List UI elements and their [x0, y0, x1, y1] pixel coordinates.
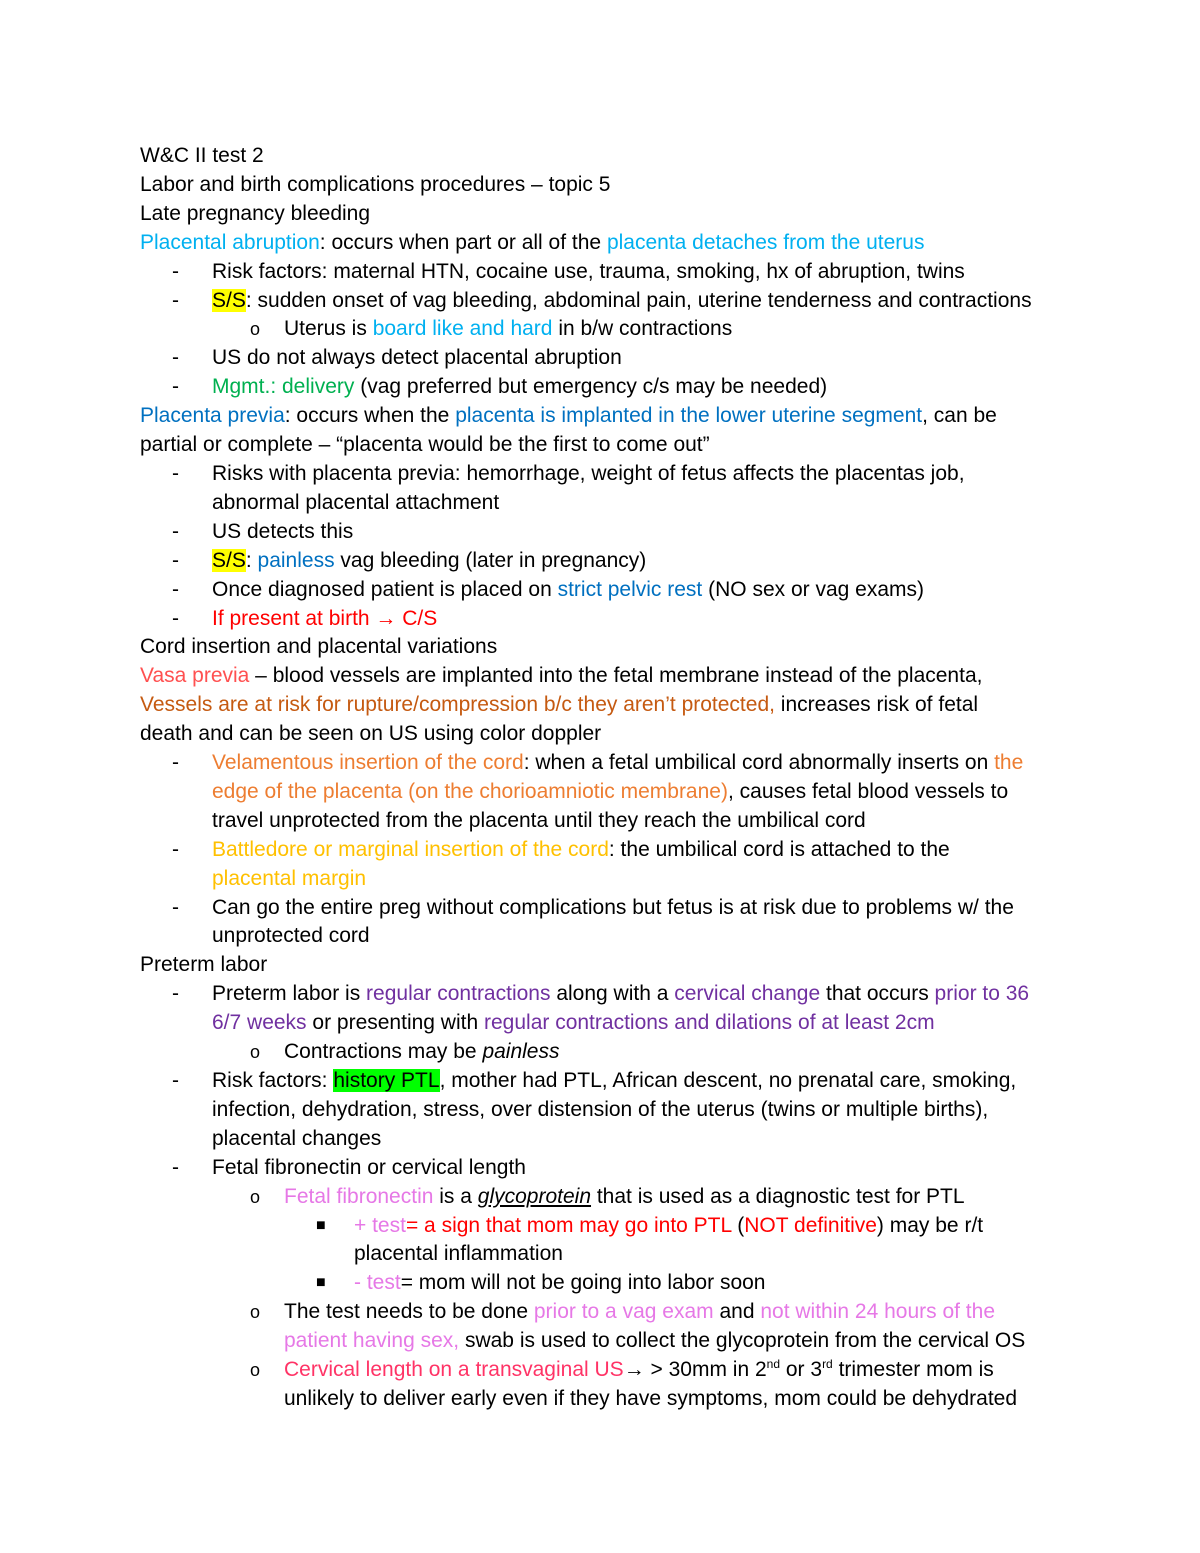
circle-bullet-icon: o [250, 1186, 261, 1207]
list-item: - Risk factors: history PTL, mother had PTL, African descent, no prenatal care, smoking, [140, 1067, 1070, 1096]
list-item-cont: infection, dehydration, stress, over distension of the uterus (twins or multiple births), [212, 1097, 989, 1121]
list-item: - Risk factors: maternal HTN, cocaine use, trauma, smoking, hx of abruption, twins [140, 258, 1070, 287]
vasa-previa-definition: Vasa previa – blood vessels are implanted into the fetal membrane instead of the placenta, [140, 664, 983, 688]
dash-bullet-icon: - [172, 837, 179, 861]
dash-bullet-icon: - [172, 375, 179, 399]
right-arrow-icon: → [623, 1358, 645, 1382]
dash-bullet-icon: - [172, 577, 179, 601]
dash-bullet-icon: - [172, 751, 179, 775]
previa-definition-cont: partial or complete – “placenta would be the first to come out” [140, 433, 710, 457]
list-item: - US detects this [140, 518, 1070, 547]
section-heading-preterm: Preterm labor [140, 953, 268, 977]
square-bullet-icon: ■ [316, 1274, 326, 1292]
list-item: - Velamentous insertion of the cord: when a fetal umbilical cord abnormally inserts on the [140, 749, 1070, 778]
dash-bullet-icon: - [172, 461, 179, 485]
doc-subtitle: Labor and birth complications procedures – topic 5 [140, 172, 611, 196]
circle-bullet-icon: o [250, 1360, 261, 1381]
list-item-cont: travel unprotected from the placenta until they reach the umbilical cord [212, 808, 866, 832]
vasa-previa-risk: Vessels are at risk for rupture/compression b/c they aren’t protected, increases risk of fetal [140, 693, 979, 717]
dash-bullet-icon: - [172, 259, 179, 283]
list-item: - Once diagnosed patient is placed on strict pelvic rest (NO sex or vag exams) [140, 576, 1070, 605]
list-item: o Uterus is board like and hard in b/w contractions [140, 315, 1070, 344]
circle-bullet-icon: o [250, 1302, 261, 1323]
abruption-definition: Placental abruption: occurs when part or all of the placenta detaches from the uterus [140, 230, 925, 254]
list-item: o Fetal fibronectin is a glycoprotein that is used as a diagnostic test for PTL [140, 1183, 1070, 1212]
list-item: o Contractions may be painless [140, 1038, 1070, 1067]
square-bullet-icon: ■ [316, 1216, 326, 1234]
list-item-cont: patient having sex, swab is used to collect the glycoprotein from the cervical OS [284, 1329, 1026, 1353]
dash-bullet-icon: - [172, 606, 179, 630]
list-item-cont: abnormal placental attachment [212, 490, 500, 514]
list-item-cont: unlikely to deliver early even if they have symptoms, mom could be dehydrated [284, 1386, 1018, 1410]
list-item: - S/S: sudden onset of vag bleeding, abdominal pain, uterine tenderness and contractions [140, 287, 1070, 316]
list-item: ■ - test= mom will not be going into labor soon [140, 1269, 1070, 1298]
dash-bullet-icon: - [172, 1155, 179, 1179]
dash-bullet-icon: - [172, 346, 179, 370]
list-item-cont: unprotected cord [212, 924, 370, 948]
document-body [140, 142, 1070, 1414]
dash-bullet-icon: - [172, 982, 179, 1006]
list-item: o The test needs to be done prior to a vag exam and not within 24 hours of the [140, 1298, 1070, 1327]
list-item-cont: 6/7 weeks or presenting with regular contractions and dilations of at least 2cm [212, 1011, 935, 1035]
section-heading-cord: Cord insertion and placental variations [140, 635, 498, 659]
list-item-cont: placental changes [212, 1126, 382, 1150]
list-item-cont: placental inflammation [354, 1242, 563, 1266]
list-item: - Preterm labor is regular contractions along with a cervical change that occurs prior to 36 [140, 980, 1070, 1009]
circle-bullet-icon: o [250, 319, 261, 340]
doc-title: W&C II test 2 [140, 144, 264, 167]
list-item: - S/S: painless vag bleeding (later in pregnancy) [140, 547, 1070, 576]
vasa-previa-cont: death and can be seen on US using color doppler [140, 722, 602, 746]
dash-bullet-icon: - [172, 1069, 179, 1092]
list-item-cont: edge of the placenta (on the chorioamniotic membrane), causes fetal blood vessels to [212, 779, 1009, 803]
list-item-cont: placental margin [212, 866, 367, 890]
list-item: o Cervical length on a transvaginal US→ > 30mm in 2nd or 3rd trimester mom is [140, 1356, 1070, 1385]
right-arrow-icon: → [375, 606, 397, 630]
list-item: ■ + test= a sign that mom may go into PTL (NOT definitive) may be r/t [140, 1212, 1070, 1241]
list-item: - Mgmt.: delivery (vag preferred but emergency c/s may be needed) [140, 373, 1070, 402]
list-item: - Risks with placenta previa: hemorrhage, weight of fetus affects the placentas job, [140, 460, 1070, 489]
list-item: - US do not always detect placental abruption [140, 344, 1070, 373]
list-item: - If present at birth → C/S [140, 605, 1070, 634]
dash-bullet-icon: - [172, 895, 179, 919]
dash-bullet-icon: - [172, 519, 179, 543]
list-item: - Can go the entire preg without complications but fetus is at risk due to problems w/ the [140, 894, 1070, 923]
circle-bullet-icon: o [250, 1042, 261, 1063]
section-heading-bleeding: Late pregnancy bleeding [140, 201, 371, 225]
list-item: - Fetal fibronectin or cervical length [140, 1154, 1070, 1183]
dash-bullet-icon: - [172, 548, 179, 572]
previa-definition: Placenta previa: occurs when the placenta is implanted in the lower uterine segment, can be [140, 404, 997, 428]
dash-bullet-icon: - [172, 288, 179, 312]
list-item: - Battledore or marginal insertion of the cord: the umbilical cord is attached to the [140, 836, 1070, 865]
